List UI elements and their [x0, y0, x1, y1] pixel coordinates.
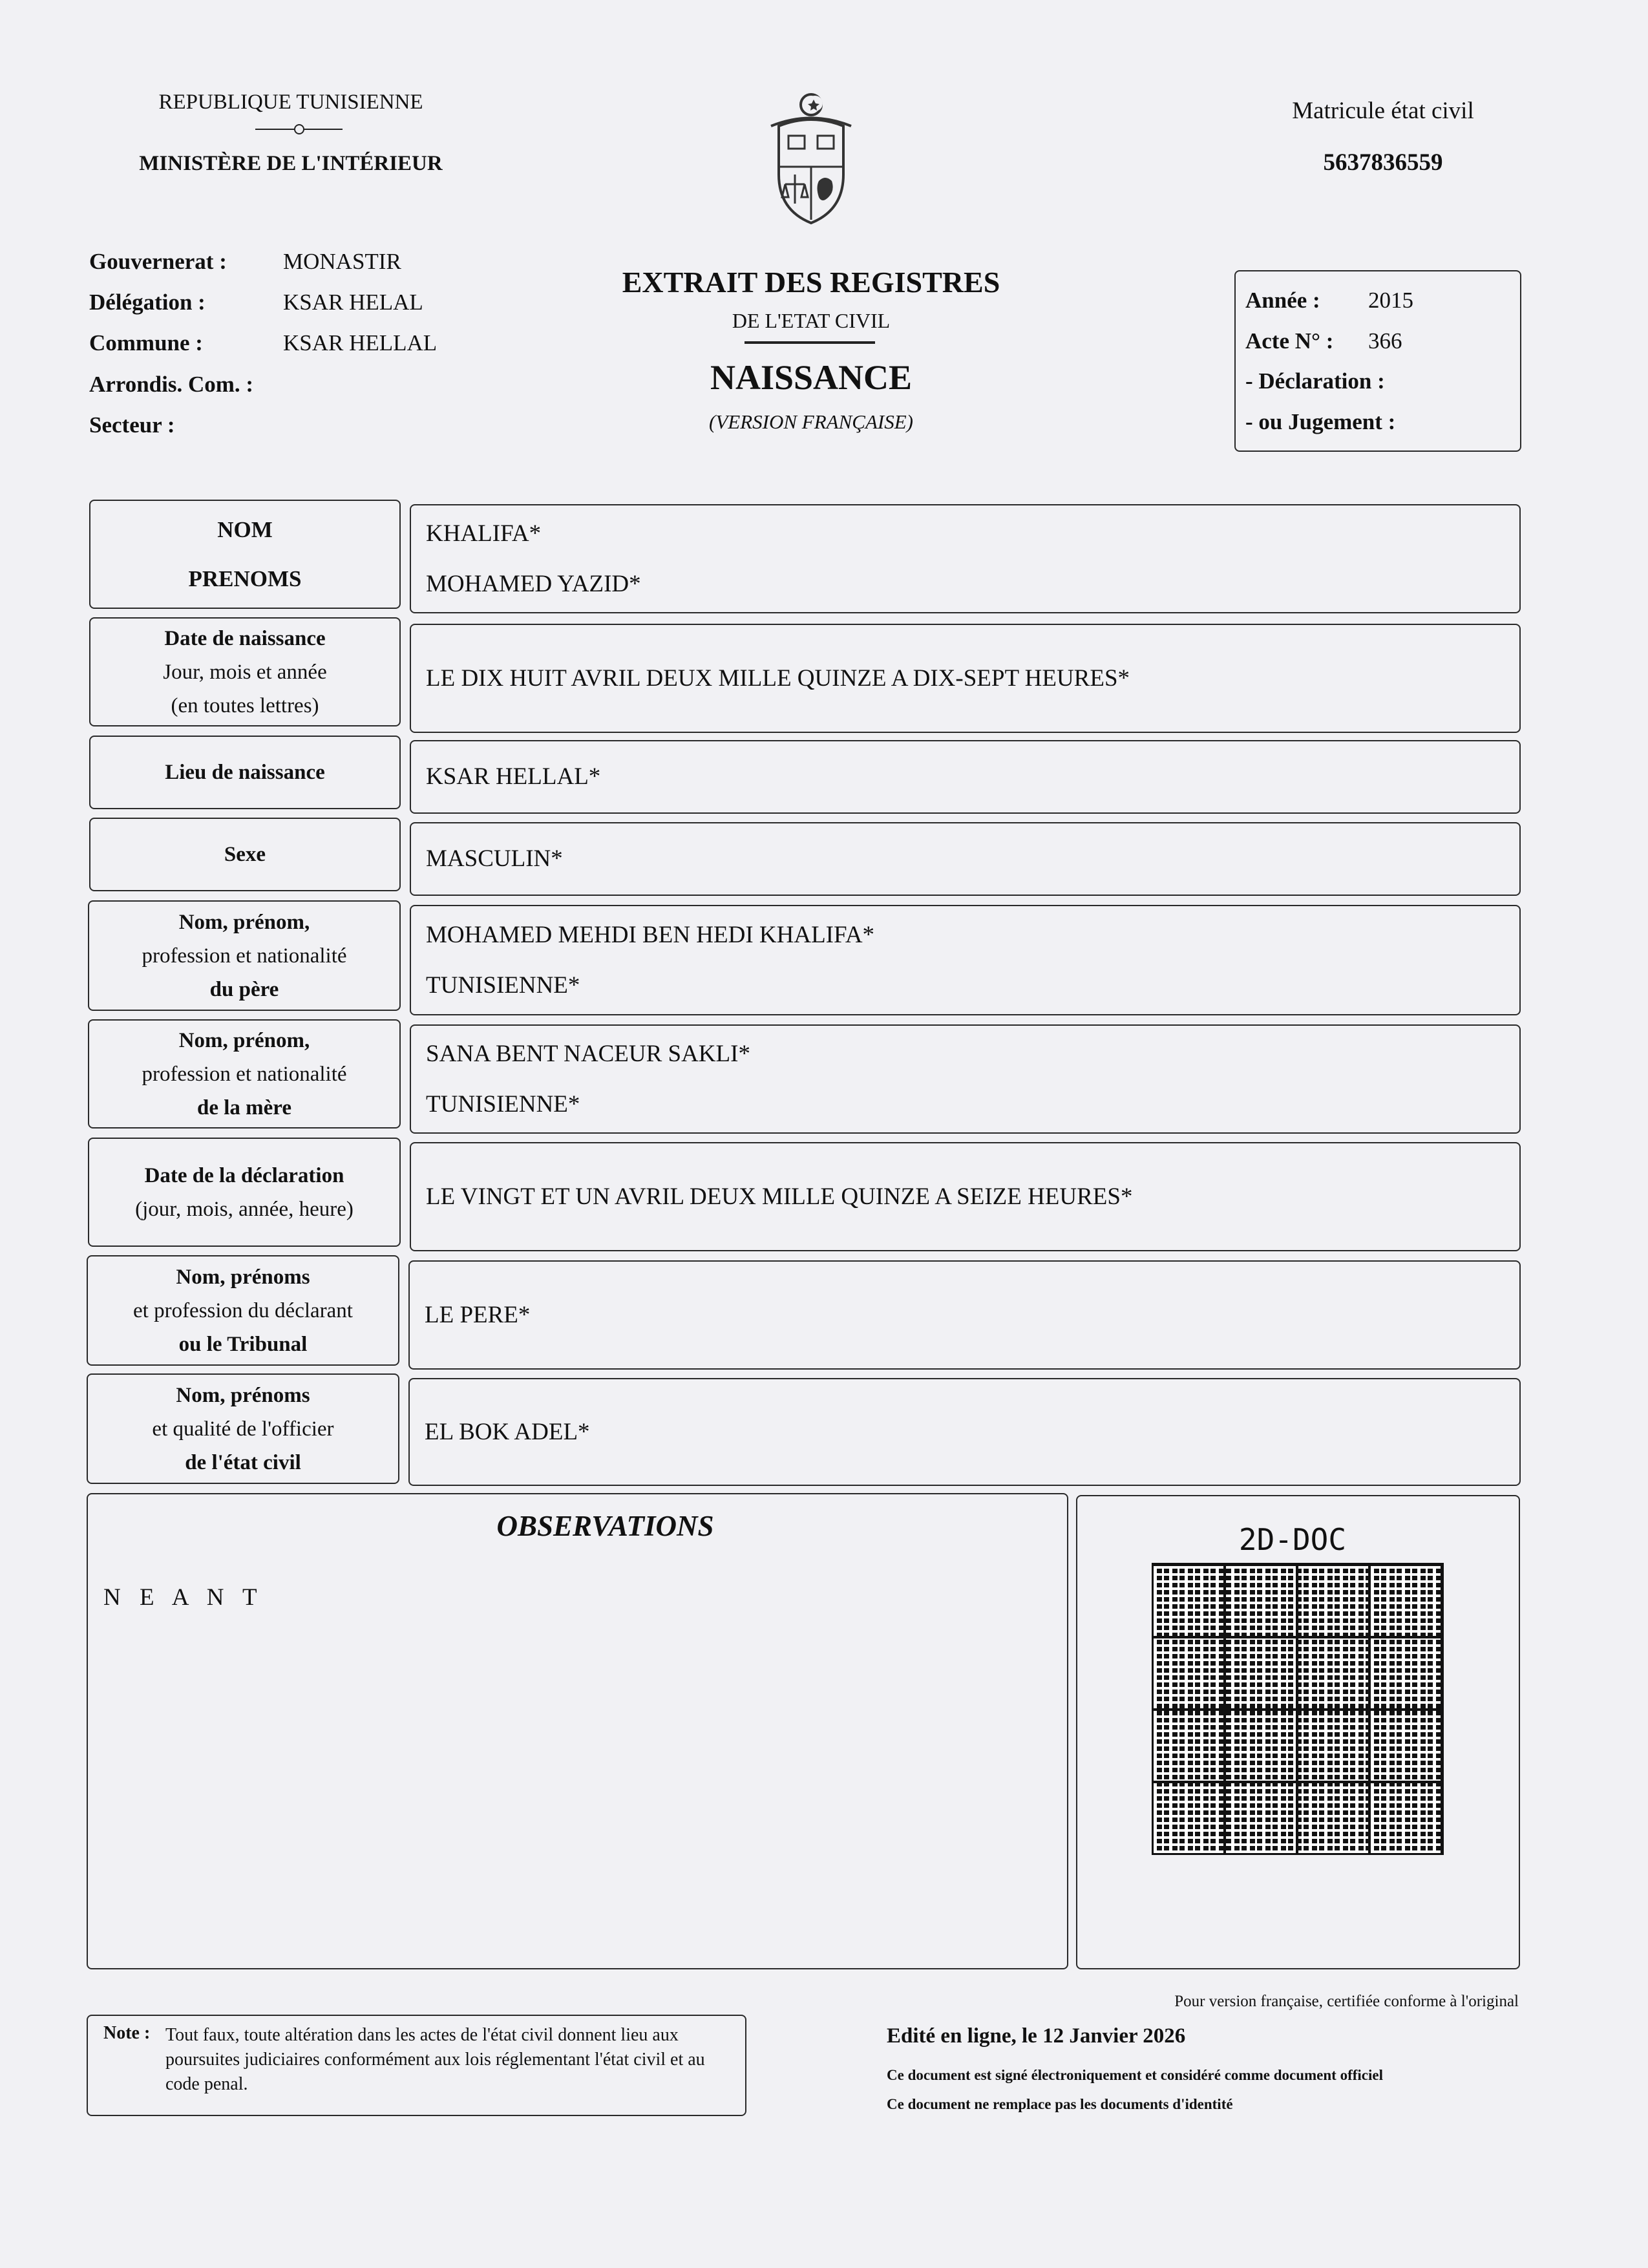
ministry-title: MINISTÈRE DE L'INTÉRIEUR: [139, 152, 443, 175]
declaration-date-sublabel: (jour, mois, année, heure): [135, 1197, 354, 1221]
arrondis-row: [89, 372, 283, 397]
2d-doc-barcode: [1152, 1563, 1444, 1855]
prenoms-label: PRENOMS: [188, 566, 302, 591]
mere-label: Nom, prénom,: [178, 1028, 310, 1052]
acte-number-row: [1245, 328, 1402, 354]
officier-value: EL BOK ADEL*: [425, 1418, 590, 1445]
date-naissance-value: LE DIX HUIT AVRIL DEUX MILLE QUINZE A DIX-SEPT HEURES*: [426, 664, 1130, 692]
declaration-date-label-group: [88, 1138, 401, 1247]
mere-name-value: SANA BENT NACEUR SAKLI*: [426, 1040, 750, 1067]
prenoms-value: MOHAMED YAZID*: [426, 570, 641, 597]
nom-label: NOM: [217, 516, 273, 542]
mere-nationality-value: TUNISIENNE*: [426, 1090, 580, 1118]
edited-date: 12 Janvier 2026: [1042, 2024, 1186, 2048]
lieu-label: Lieu de naissance: [165, 761, 325, 784]
lieu-value: KSAR HELLAL*: [426, 763, 601, 790]
observations-title: OBSERVATIONS: [496, 1510, 714, 1542]
date-naissance-label: Date de naissance: [164, 626, 326, 650]
officier-label: Nom, prénoms: [176, 1383, 310, 1407]
officier-label-group: [87, 1373, 399, 1484]
sexe-label: Sexe: [224, 843, 266, 866]
gouvernerat-value: MONASTIR: [283, 249, 401, 274]
declaration-date-value: LE VINGT ET UN AVRIL DEUX MILLE QUINZE A SEIZE HEURES*: [426, 1183, 1133, 1210]
commune-label: Commune :: [89, 330, 203, 355]
declarant-note: ou le Tribunal: [178, 1332, 308, 1356]
header-divider-dot: [294, 124, 304, 134]
pere-nationality-value: TUNISIENNE*: [426, 971, 580, 999]
gouvernerat-row: [89, 249, 401, 275]
barcode-label: 2D-DOC: [1238, 1522, 1347, 1557]
note-text: Tout faux, toute altération dans les actes de l'état civil donnent lieu aux poursuites judiciaires conformément aux lois réglementant l'état civil et au code penal.: [165, 2025, 705, 2094]
edited-line: [887, 2024, 1185, 2048]
declarant-label: Nom, prénoms: [176, 1265, 310, 1289]
delegation-row: [89, 290, 423, 315]
pere-label: Nom, prénom,: [178, 910, 310, 934]
acte-number-value: 366: [1368, 328, 1402, 354]
observations-value: N E A N T: [103, 1584, 262, 1611]
pere-sublabel: profession et nationalité: [142, 944, 347, 968]
nom-label-group: [89, 500, 401, 609]
commune-row: [89, 330, 437, 356]
delegation-value: KSAR HELAL: [283, 290, 423, 315]
matricule-label: Matricule état civil: [1292, 98, 1474, 124]
nom-value: KHALIFA*: [426, 520, 542, 547]
sexe-value: MASCULIN*: [426, 845, 563, 872]
edited-prefix: Edité en ligne, le: [887, 2024, 1037, 2048]
secteur-row: [89, 412, 283, 438]
matricule-value: 5637836559: [1323, 149, 1443, 176]
declarant-label-group: [87, 1255, 399, 1366]
observations-box: [87, 1493, 1068, 1969]
mere-sublabel: profession et nationalité: [142, 1062, 347, 1086]
annee-value: 2015: [1368, 288, 1413, 313]
version-label: (VERSION FRANÇAISE): [709, 410, 913, 433]
officier-sublabel: et qualité de l'officier: [152, 1417, 334, 1441]
gouvernerat-label: Gouvernerat :: [89, 249, 227, 274]
pere-value-group: [410, 905, 1518, 1015]
officier-note: de l'état civil: [185, 1450, 301, 1474]
declarant-sublabel: et profession du déclarant: [133, 1298, 353, 1322]
jugement-label: - ou Jugement :: [1245, 409, 1396, 434]
declaration-date-label: Date de la déclaration: [144, 1163, 344, 1187]
document-type-title: NAISSANCE: [710, 358, 913, 397]
declaration-label: - Déclaration :: [1245, 368, 1385, 394]
declarant-value: LE PERE*: [425, 1301, 531, 1328]
pere-name-value: MOHAMED MEHDI BEN HEDI KHALIFA*: [426, 921, 875, 948]
signed-text: Ce document est signé électroniquement et considéré comme document officiel: [887, 2067, 1383, 2083]
certified-text: Pour version française, certifiée conforme à l'original: [1174, 1993, 1519, 2010]
annee-label: Année :: [1245, 288, 1320, 313]
mere-note: de la mère: [196, 1096, 291, 1119]
note-label: Note :: [103, 2023, 151, 2043]
mere-value-group: [410, 1024, 1518, 1134]
mere-label-group: [88, 1019, 401, 1129]
etat-civil-subtitle: DE L'ETAT CIVIL: [732, 309, 891, 332]
pere-label-group: [88, 900, 401, 1011]
secteur-label: Secteur :: [89, 412, 175, 438]
coat-of-arms-emblem: [766, 90, 856, 226]
date-naissance-label-group: [89, 617, 401, 726]
annee-row: [1245, 288, 1413, 313]
acte-number-label: Acte N° :: [1245, 328, 1334, 354]
arrondis-label: Arrondis. Com. :: [89, 372, 254, 397]
date-naissance-note: (en toutes lettres): [171, 694, 319, 717]
not-replace-text: Ce document ne remplace pas les documents d'identité: [887, 2096, 1233, 2112]
date-naissance-sublabel: Jour, mois et année: [163, 660, 327, 684]
pere-note: du père: [209, 977, 279, 1001]
nom-value-group: [410, 504, 1518, 613]
title-divider: [745, 341, 875, 344]
republic-title: REPUBLIQUE TUNISIENNE: [158, 90, 423, 114]
extract-title: EXTRAIT DES REGISTRES: [622, 266, 1000, 299]
delegation-label: Délégation :: [89, 290, 206, 315]
commune-value: KSAR HELLAL: [283, 330, 438, 355]
